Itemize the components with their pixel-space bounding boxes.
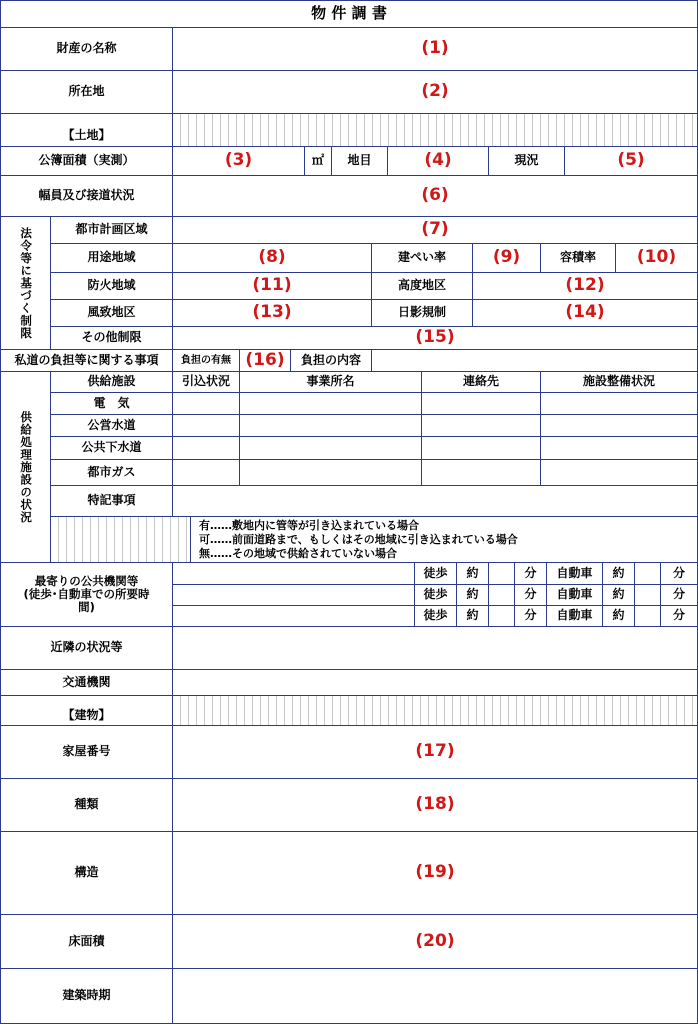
connection-legend <box>190 516 698 563</box>
water-company-field[interactable] <box>239 414 422 437</box>
public-facility-label <box>0 562 173 627</box>
supply-header-connection: 引込状況 <box>172 371 240 393</box>
private-road-label: 私道の負担等に関する事項 <box>0 349 173 372</box>
electricity-company-field[interactable] <box>239 392 422 415</box>
chimoku-label: 地目 <box>331 146 388 176</box>
location-label: 所在地 <box>0 70 173 114</box>
floor-area-label: 床面積 <box>0 914 173 969</box>
building-section-spacer <box>172 695 698 726</box>
gas-status-field[interactable] <box>540 459 698 486</box>
burden-presence-field[interactable]: (16) <box>239 349 291 372</box>
shadow-regulation-label: 日影規制 <box>371 299 473 327</box>
land-section-heading: 【土地】 <box>0 113 173 147</box>
coverage-label: 建ぺい率 <box>371 243 473 273</box>
burden-presence-label: 負担の有無 <box>172 349 240 372</box>
sewer-contact-field[interactable] <box>421 436 541 460</box>
area-field[interactable]: (3) <box>172 146 305 176</box>
other-restriction-field[interactable]: (15) <box>172 326 698 350</box>
building-kind-label: 種類 <box>0 778 173 832</box>
public-row-3-walk-approx: 約 <box>456 605 489 627</box>
public-row-2-walk-minute-unit: 分 <box>514 584 547 606</box>
public-row-1-walk-minutes-field[interactable] <box>488 562 515 585</box>
sewer-connection-field[interactable] <box>172 436 240 460</box>
neighborhood-field[interactable] <box>172 626 698 670</box>
public-row-1-walk-approx: 約 <box>456 562 489 585</box>
genkyo-field[interactable]: (5) <box>564 146 698 176</box>
land-section-spacer <box>172 113 698 147</box>
sewer-status-field[interactable] <box>540 436 698 460</box>
public-row-1-car-minute-unit: 分 <box>660 562 698 585</box>
public-row-3-walk-minute-unit: 分 <box>514 605 547 627</box>
sewer-company-field[interactable] <box>239 436 422 460</box>
scenic-district-field[interactable]: (13) <box>172 299 372 327</box>
legend-line-none: 無……その地域で供給されていない場合 <box>199 547 397 560</box>
supply-header-company: 事業所名 <box>239 371 422 393</box>
supply-row-electricity: 電 気 <box>50 392 173 415</box>
public-row-2-car-label: 自動車 <box>546 584 603 606</box>
height-district-field[interactable]: (12) <box>472 272 698 300</box>
supply-header-contact: 連絡先 <box>421 371 541 393</box>
public-row-1-walk-minute-unit: 分 <box>514 562 547 585</box>
city-plan-label: 都市計画区域 <box>50 216 173 244</box>
gas-connection-field[interactable] <box>172 459 240 486</box>
transport-field[interactable] <box>172 669 698 696</box>
shadow-regulation-field[interactable]: (14) <box>472 299 698 327</box>
supply-row-gas: 都市ガス <box>50 459 173 486</box>
area-unit: ㎡ <box>304 146 332 176</box>
public-row-2-facility-name-field[interactable] <box>172 584 415 606</box>
use-zone-field[interactable]: (8) <box>172 243 372 273</box>
public-row-1-walk-label: 徒歩 <box>414 562 457 585</box>
fire-zone-label: 防火地域 <box>50 272 173 300</box>
neighborhood-label: 近隣の状況等 <box>0 626 173 670</box>
law-group-label: 法令等に基づく制限 <box>0 216 51 350</box>
supply-row-sewer: 公共下水道 <box>50 436 173 460</box>
far-label: 容積率 <box>540 243 616 273</box>
floor-area-field[interactable]: (20) <box>172 914 698 969</box>
public-row-3-walk-label: 徒歩 <box>414 605 457 627</box>
supply-header-facility: 供給施設 <box>50 371 173 393</box>
public-row-1-car-minutes-field[interactable] <box>634 562 661 585</box>
road-field[interactable]: (6) <box>172 175 698 217</box>
public-row-3-car-approx: 約 <box>602 605 635 627</box>
public-facility-label-line3: 間) <box>78 600 95 615</box>
public-row-2-car-minutes-field[interactable] <box>634 584 661 606</box>
public-row-3-facility-name-field[interactable] <box>172 605 415 627</box>
public-row-3-car-minute-unit: 分 <box>660 605 698 627</box>
supply-notes-field[interactable] <box>172 485 698 517</box>
burden-content-label: 負担の内容 <box>290 349 372 372</box>
public-row-2-walk-minutes-field[interactable] <box>488 584 515 606</box>
public-row-2-car-minute-unit: 分 <box>660 584 698 606</box>
public-row-2-walk-approx: 約 <box>456 584 489 606</box>
height-district-label: 高度地区 <box>371 272 473 300</box>
house-number-field[interactable]: (17) <box>172 725 698 779</box>
public-row-3-car-minutes-field[interactable] <box>634 605 661 627</box>
burden-content-field[interactable] <box>371 349 698 372</box>
house-number-label: 家屋番号 <box>0 725 173 779</box>
other-restriction-label: その他制限 <box>50 326 173 350</box>
public-row-1-facility-name-field[interactable] <box>172 562 415 585</box>
scenic-district-label: 風致地区 <box>50 299 173 327</box>
legend-spacer <box>50 516 191 563</box>
supply-notes-label: 特記事項 <box>50 485 173 517</box>
water-contact-field[interactable] <box>421 414 541 437</box>
public-row-2-car-approx: 約 <box>602 584 635 606</box>
public-facility-label-line1: 最寄りの公共機関等 <box>34 573 139 588</box>
genkyo-label: 現況 <box>488 146 565 176</box>
property-name-label: 財産の名称 <box>0 27 173 71</box>
water-status-field[interactable] <box>540 414 698 437</box>
road-label: 幅員及び接道状況 <box>0 175 173 217</box>
electricity-contact-field[interactable] <box>421 392 541 415</box>
built-date-label: 建築時期 <box>0 968 173 1024</box>
legend-line-possible: 可……前面道路まで、もしくはその地域に引き込まれている場合 <box>199 533 518 546</box>
legend-line-yes: 有……敷地内に管等が引き込まれている場合 <box>199 519 419 532</box>
page-title: 物 件 調 書 <box>0 0 698 28</box>
public-row-3-walk-minutes-field[interactable] <box>488 605 515 627</box>
chimoku-field[interactable]: (4) <box>387 146 489 176</box>
public-row-2-walk-label: 徒歩 <box>414 584 457 606</box>
city-plan-field[interactable]: (7) <box>172 216 698 244</box>
public-row-1-car-label: 自動車 <box>546 562 603 585</box>
structure-label: 構造 <box>0 831 173 915</box>
supply-header-status: 施設整備状況 <box>540 371 698 393</box>
building-section-heading: 【建物】 <box>0 695 173 726</box>
water-connection-field[interactable] <box>172 414 240 437</box>
far-field[interactable]: (10) <box>615 243 698 273</box>
gas-contact-field[interactable] <box>421 459 541 486</box>
supply-row-water: 公営水道 <box>50 414 173 437</box>
fire-zone-field[interactable]: (11) <box>172 272 372 300</box>
property-name-field[interactable]: (1) <box>172 27 698 71</box>
public-facility-label-line2: (徒歩･自動車での所要時 <box>23 586 150 601</box>
supply-group-label: 供給処理施設の状況 <box>0 371 51 563</box>
electricity-status-field[interactable] <box>540 392 698 415</box>
building-kind-field[interactable]: (18) <box>172 778 698 832</box>
electricity-connection-field[interactable] <box>172 392 240 415</box>
area-label: 公簿面積（実測） <box>0 146 173 176</box>
public-row-3-car-label: 自動車 <box>546 605 603 627</box>
location-field[interactable]: (2) <box>172 70 698 114</box>
use-zone-label: 用途地域 <box>50 243 173 273</box>
coverage-field[interactable]: (9) <box>472 243 541 273</box>
gas-company-field[interactable] <box>239 459 422 486</box>
built-date-field[interactable] <box>172 968 698 1024</box>
public-row-1-car-approx: 約 <box>602 562 635 585</box>
transport-label: 交通機関 <box>0 669 173 696</box>
structure-field[interactable]: (19) <box>172 831 698 915</box>
